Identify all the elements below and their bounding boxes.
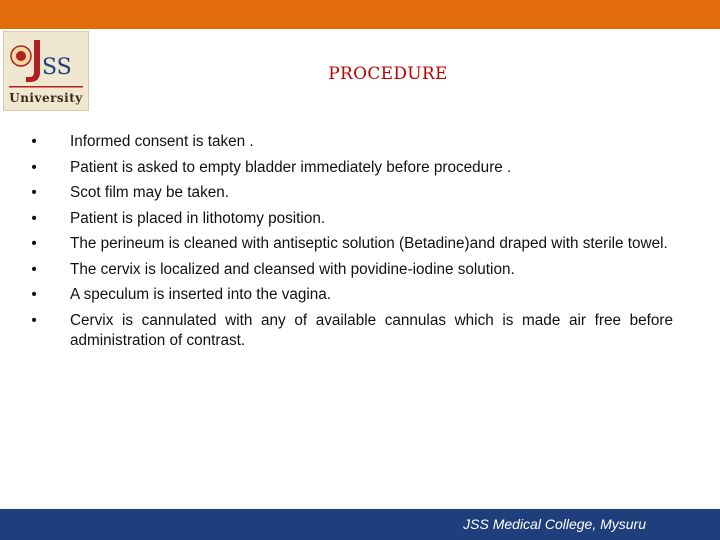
svg-text:SS: SS bbox=[42, 55, 72, 80]
list-item-text: The cervix is localized and cleansed with povidine-iodine solution. bbox=[70, 260, 515, 278]
list-item bbox=[28, 260, 673, 281]
slide-content bbox=[28, 132, 673, 357]
bullet-dot-icon: • bbox=[31, 235, 37, 252]
list-item-text: Cervix is cannulated with any of available cannulas which is made air free before administration of contrast. bbox=[70, 311, 673, 349]
bullet-dot-icon: • bbox=[31, 311, 37, 329]
list-item-text: Informed consent is taken . bbox=[70, 133, 254, 150]
top-accent-bar bbox=[0, 0, 720, 29]
list-item bbox=[28, 158, 673, 179]
list-item-text: Patient is placed in lithotomy position. bbox=[70, 209, 326, 227]
footer-text: JSS Medical College, Mysuru bbox=[463, 516, 646, 532]
list-item-text: The perineum is cleaned with antiseptic solution (Betadine)and draped with sterile towel. bbox=[70, 235, 668, 252]
bullet-dot-icon: • bbox=[31, 133, 37, 150]
bullet-dot-icon: • bbox=[31, 184, 37, 201]
list-item bbox=[28, 285, 673, 306]
list-item-text: A speculum is inserted into the vagina. bbox=[70, 286, 332, 303]
bullet-dot-icon: • bbox=[31, 286, 37, 303]
list-item bbox=[28, 183, 673, 204]
footer-bar bbox=[0, 509, 720, 540]
list-item-text: Scot film may be taken. bbox=[70, 184, 229, 201]
list-item bbox=[28, 234, 673, 255]
list-item bbox=[28, 311, 673, 352]
bullet-dot-icon: • bbox=[31, 209, 37, 227]
bullet-list bbox=[28, 132, 673, 352]
bullet-dot-icon: • bbox=[31, 260, 37, 278]
svg-text:University: University bbox=[9, 91, 83, 105]
list-item bbox=[28, 132, 673, 153]
list-item-text: Patient is asked to empty bladder immediately before procedure . bbox=[70, 158, 512, 176]
bullet-dot-icon: • bbox=[31, 158, 37, 176]
list-item bbox=[28, 209, 673, 230]
slide-title: PROCEDURE bbox=[328, 64, 448, 84]
